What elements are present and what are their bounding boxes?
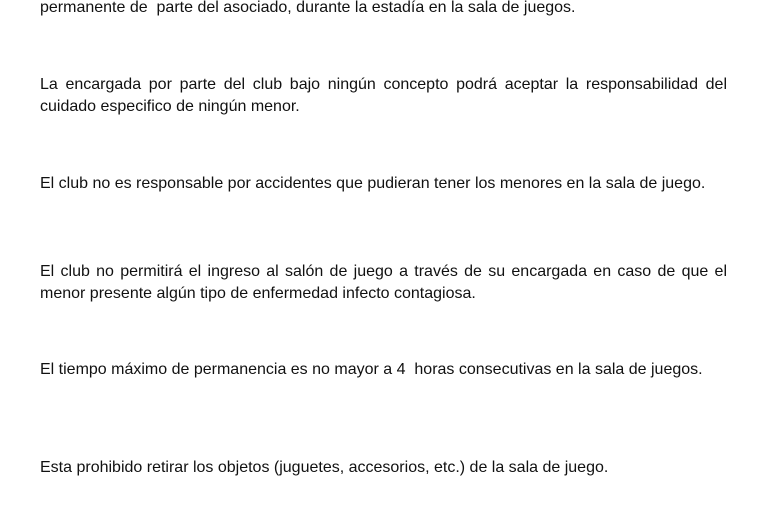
paragraph-supervision: permanente de parte del asociado, durante la estadía en la sala de juegos.	[40, 0, 576, 16]
paragraph-contagious-illness: El club no permitirá el ingreso al salón de juego a través de su encargada en caso de que el menor presente algún tipo de enfermedad infecto contagiosa.	[40, 263, 732, 302]
paragraph-no-removing-objects: Esta prohibido retirar los objetos (juguetes, accesorios, etc.) de la sala de juego.	[40, 459, 609, 476]
paragraph-no-responsibility-care: La encargada por parte del club bajo ningún concepto podrá aceptar la responsabilidad del cuidado especifico de ningún menor.	[40, 76, 732, 115]
paragraph-accidents: El club no es responsable por accidentes que pudieran tener los menores en la sala de juego.	[40, 175, 706, 192]
paragraph-max-stay: El tiempo máximo de permanencia es no mayor a 4 horas consecutivas en la sala de juegos.	[40, 361, 703, 378]
